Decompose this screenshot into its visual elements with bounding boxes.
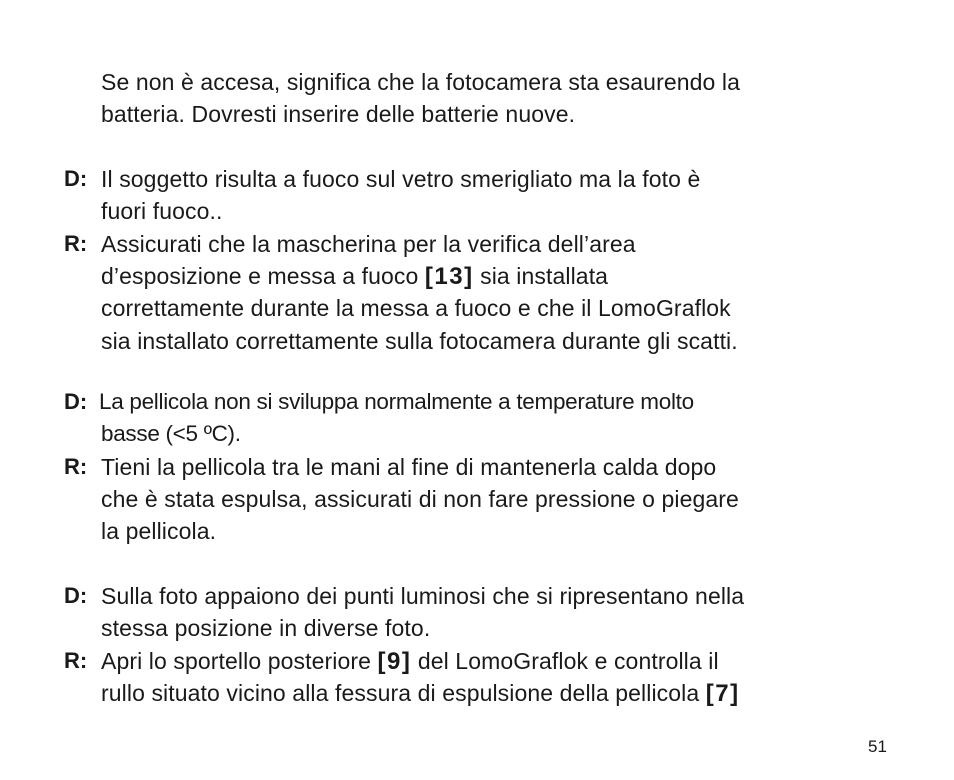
answer-3-line-2	[101, 677, 740, 710]
answer-3-line-1-text-a: Apri lo sportello posteriore	[101, 648, 371, 674]
answer-1-line-2	[101, 260, 608, 293]
answer-1-line-2-text-a: d’esposizione e messa a fuoco	[101, 263, 419, 289]
part-reference-13: [13]	[424, 263, 474, 290]
question-3-line-2: stessa posizione in diverse foto.	[101, 615, 431, 641]
page-number: 51	[868, 737, 887, 756]
question-label: D:	[64, 166, 88, 191]
answer-1-line-4: sia installato correttamente sulla fotocamera durante gli scatti.	[101, 328, 738, 354]
question-label: D:	[64, 389, 88, 414]
answer-2-line-2: che è stata espulsa, assicurati di non fare pressione o piegare	[101, 486, 739, 512]
answer-2-line-3: la pellicola.	[101, 518, 217, 544]
answer-1-line-3: correttamente durante la messa a fuoco e che il LomoGraflok	[101, 295, 731, 321]
answer-1-line-2-text-b: sia installata	[480, 263, 609, 289]
answer-label: R:	[64, 454, 88, 479]
question-1-line-2: fuori fuoco..	[101, 198, 223, 224]
question-3-line-1: Sulla foto appaiono dei punti luminosi che si ripresentano nella	[101, 583, 745, 609]
answer-3-line-2-text: rullo situato vicino alla fessura di espulsione della pellicola	[101, 680, 700, 706]
question-2-line-2: basse (<5 ºC).	[101, 421, 241, 446]
question-label: D:	[64, 583, 88, 608]
answer-1-line-1: Assicurati che la mascherina per la verifica dell’area	[101, 231, 636, 257]
question-2-line-1: La pellicola non si sviluppa normalmente a temperature molto	[99, 389, 694, 414]
question-1-line-1: Il soggetto risulta a fuoco sul vetro smerigliato ma la foto è	[101, 166, 701, 192]
answer-label: R:	[64, 648, 88, 673]
answer-2-line-1: Tieni la pellicola tra le mani al fine di mantenerla calda dopo	[101, 454, 717, 480]
answer-3-line-1-text-b: del LomoGraflok e controlla il	[417, 648, 719, 674]
intro-line-1: Se non è accesa, significa che la fotocamera sta esaurendo la	[101, 69, 740, 95]
part-reference-9: [9]	[377, 648, 412, 675]
intro-line-2: batteria. Dovresti inserire delle batterie nuove.	[101, 101, 576, 127]
answer-label: R:	[64, 231, 88, 256]
answer-3-line-1	[101, 645, 719, 678]
part-reference-7: [7]	[705, 680, 740, 707]
